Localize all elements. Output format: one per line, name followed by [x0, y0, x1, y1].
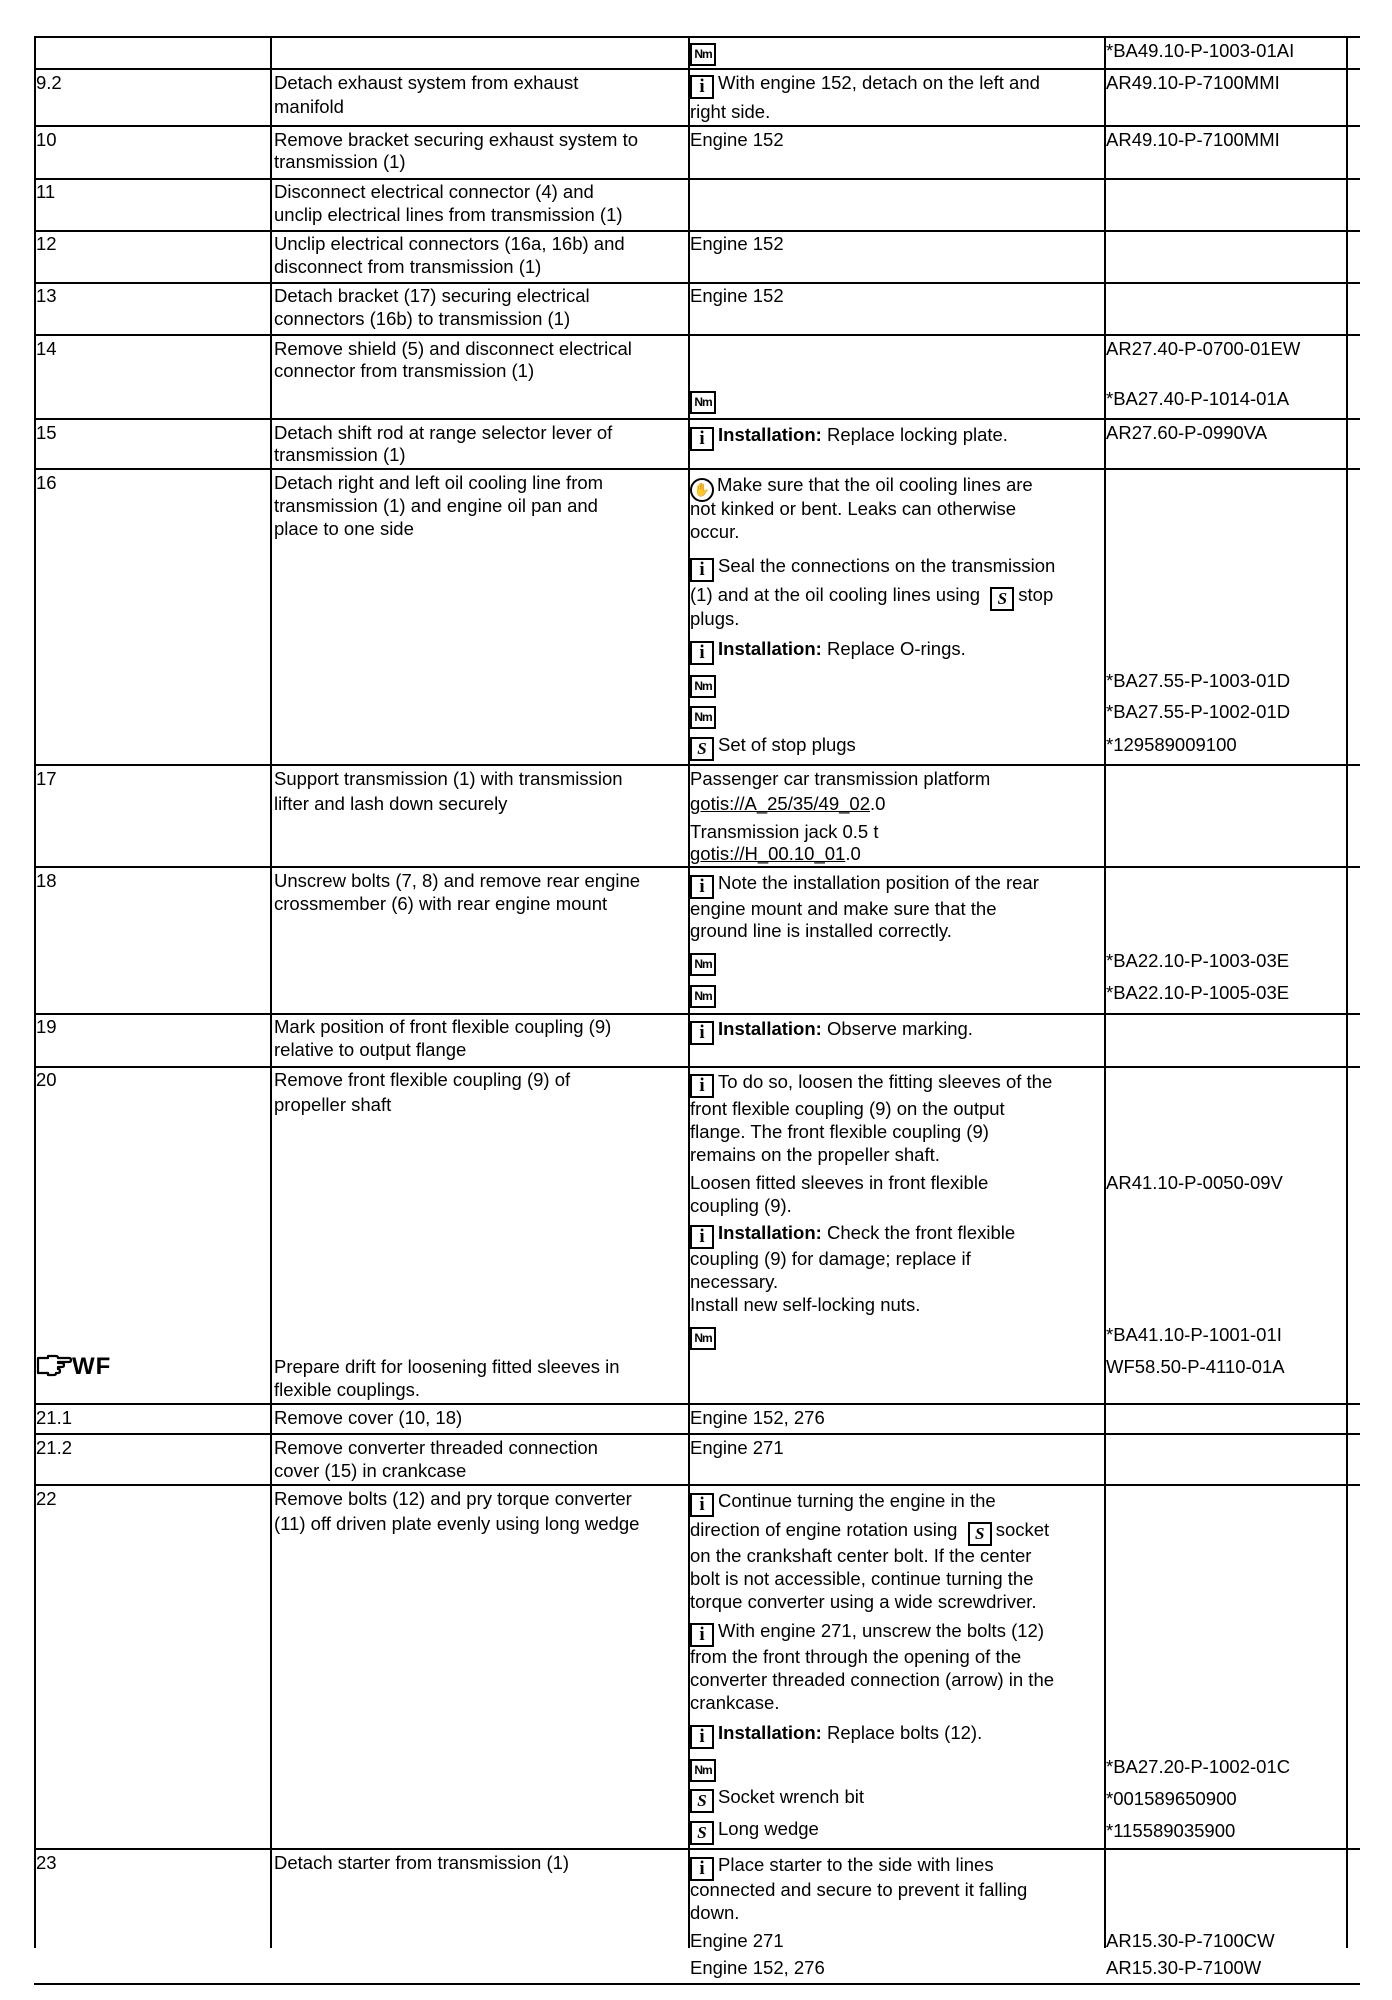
- step-action: Unscrew bolts (7, 8) and remove rear engine: [274, 870, 641, 891]
- op-note: torque converter using a wide screwdriver.: [690, 1591, 1037, 1612]
- row-border: [34, 764, 1360, 766]
- op-tool: S Socket wrench bit: [690, 1786, 864, 1813]
- special-tool-icon: S: [968, 1522, 992, 1546]
- info-icon: i: [690, 1225, 714, 1249]
- op-text: Passenger car transmission platform: [690, 768, 991, 789]
- col-border: [34, 36, 36, 1948]
- step-number: 20: [36, 1069, 57, 1090]
- op-note: front flexible coupling (9) on the output: [690, 1098, 1005, 1119]
- op-note: connected and secure to prevent it falling: [690, 1879, 1028, 1900]
- step-number: 14: [36, 338, 57, 359]
- col-border: [1346, 36, 1348, 1948]
- step-number: 21.2: [36, 1437, 73, 1458]
- reference[interactable]: AR15.30-P-7100W: [1106, 1957, 1262, 1978]
- op-text: Engine 152, 276: [690, 1957, 825, 1978]
- torque-wrench-icon: Nm: [690, 391, 716, 414]
- op-note: direction of engine rotation using S socket: [690, 1519, 1049, 1546]
- op-note: i Seal the connections on the transmission: [690, 555, 1055, 582]
- row-border: [34, 68, 1360, 70]
- op-text: Engine 271: [690, 1930, 784, 1951]
- reference[interactable]: *BA27.20-P-1002-01C: [1106, 1756, 1291, 1777]
- step-action: Remove front flexible coupling (9) of: [274, 1069, 571, 1090]
- step-action: Remove bolts (12) and pry torque converter: [274, 1488, 632, 1509]
- step-action: manifold: [274, 96, 344, 117]
- op-note: i With engine 271, unscrew the bolts (12): [690, 1620, 1044, 1647]
- op-torque: [690, 386, 720, 414]
- step-action: Mark position of front flexible coupling (9): [274, 1016, 612, 1037]
- torque-wrench-icon: Nm: [690, 43, 716, 66]
- op-text: Engine 152: [690, 285, 784, 306]
- step-number: 9.2: [36, 72, 62, 93]
- op-note: plugs.: [690, 608, 740, 629]
- op-text: Engine 271: [690, 1437, 784, 1458]
- reference[interactable]: AR27.60-P-0990VA: [1106, 422, 1268, 443]
- op-note: (1) and at the oil cooling lines using S stop: [690, 584, 1053, 611]
- torque-wrench-icon: Nm: [690, 706, 716, 729]
- step-number: 21.1: [36, 1407, 73, 1428]
- step-action: lifter and lash down securely: [274, 793, 508, 814]
- row-border: [34, 468, 1360, 470]
- step-action: Remove shield (5) and disconnect electrical: [274, 338, 632, 359]
- op-note: converter threaded connection (arrow) in the: [690, 1669, 1055, 1690]
- step-action: Detach right and left oil cooling line from: [274, 472, 604, 493]
- info-icon: i: [690, 1725, 714, 1749]
- torque-wrench-icon: Nm: [690, 1327, 716, 1350]
- info-icon: i: [690, 641, 714, 665]
- op-torque: [690, 1322, 720, 1350]
- step-number: 22: [36, 1488, 57, 1509]
- reference[interactable]: *BA49.10-P-1003-01AI: [1106, 40, 1295, 61]
- op-note: i Installation: Replace locking plate.: [690, 424, 1008, 451]
- op-note: bolt is not accessible, continue turning the: [690, 1568, 1034, 1589]
- op-note: Install new self-locking nuts.: [690, 1294, 921, 1315]
- reference[interactable]: *129589009100: [1106, 734, 1237, 755]
- step-action: connectors (16b) to transmission (1): [274, 308, 571, 329]
- gotis-link[interactable]: gotis://H_00.10_01.0: [690, 843, 861, 864]
- special-tool-icon: S: [990, 587, 1014, 611]
- op-note: ground line is installed correctly.: [690, 920, 952, 941]
- op-note: right side.: [690, 101, 771, 122]
- op-text: coupling (9).: [690, 1195, 792, 1216]
- info-icon: i: [690, 875, 714, 899]
- reference[interactable]: *001589650900: [1106, 1788, 1237, 1809]
- reference[interactable]: AR49.10-P-7100MMI: [1106, 72, 1280, 93]
- op-torque: [690, 670, 720, 698]
- gotis-link[interactable]: gotis://A_25/35/49_02.0: [690, 793, 886, 814]
- torque-wrench-icon: Nm: [690, 1759, 716, 1782]
- op-torque: [690, 1754, 720, 1782]
- op-note: i Installation: Observe marking.: [690, 1018, 973, 1045]
- caution-icon: ✋: [690, 478, 714, 502]
- row-border: [34, 1433, 1360, 1435]
- reference[interactable]: *BA22.10-P-1005-03E: [1106, 982, 1290, 1003]
- row-border: [34, 418, 1360, 420]
- op-note: i Place starter to the side with lines: [690, 1854, 994, 1881]
- reference[interactable]: *BA27.55-P-1003-01D: [1106, 670, 1291, 691]
- step-action: (11) off driven plate evenly using long wedge: [274, 1513, 640, 1534]
- step-number: 13: [36, 285, 57, 306]
- op-note: i Installation: Check the front flexible: [690, 1222, 1015, 1249]
- step-action: Prepare drift for loosening fitted sleeves in: [274, 1356, 620, 1377]
- step-action: Detach exhaust system from exhaust: [274, 72, 579, 93]
- step-action: Unclip electrical connectors (16a, 16b) and: [274, 233, 625, 254]
- op-warning: occur.: [690, 521, 740, 542]
- reference[interactable]: AR15.30-P-7100CW: [1106, 1930, 1275, 1951]
- reference[interactable]: *BA22.10-P-1003-03E: [1106, 950, 1290, 971]
- row-border: [34, 1013, 1360, 1015]
- step-action: Detach bracket (17) securing electrical: [274, 285, 590, 306]
- op-text: Transmission jack 0.5 t: [690, 821, 879, 842]
- op-note: i Installation: Replace bolts (12).: [690, 1722, 982, 1749]
- step-action: unclip electrical lines from transmission (1): [274, 204, 623, 225]
- step-action: Support transmission (1) with transmission: [274, 768, 623, 789]
- op-tool: S Set of stop plugs: [690, 734, 856, 761]
- step-action: transmission (1): [274, 444, 406, 465]
- row-border: [34, 334, 1360, 336]
- step-number: 17: [36, 768, 57, 789]
- reference[interactable]: WF58.50-P-4110-01A: [1106, 1356, 1285, 1377]
- row-border: [34, 1403, 1360, 1405]
- torque-wrench-icon: Nm: [690, 953, 716, 976]
- info-icon: i: [690, 1623, 714, 1647]
- special-tool-icon: S: [690, 737, 714, 761]
- step-action: propeller shaft: [274, 1094, 392, 1115]
- step-number: 19: [36, 1016, 57, 1037]
- op-note: flange. The front flexible coupling (9): [690, 1121, 989, 1142]
- op-note: down.: [690, 1902, 740, 1923]
- op-note: i Note the installation position of the rear: [690, 872, 1039, 899]
- pointing-hand-icon: [36, 1353, 72, 1379]
- step-number: 23: [36, 1852, 57, 1873]
- reference[interactable]: AR49.10-P-7100MMI: [1106, 129, 1280, 150]
- row-border: [34, 1484, 1360, 1486]
- op-note: necessary.: [690, 1271, 779, 1292]
- reference[interactable]: *BA27.40-P-1014-01A: [1106, 388, 1290, 409]
- info-icon: i: [690, 1021, 714, 1045]
- op-note: crankcase.: [690, 1692, 780, 1713]
- step-action: transmission (1): [274, 151, 406, 172]
- step-number: 16: [36, 472, 57, 493]
- op-note: on the crankshaft center bolt. If the center: [690, 1545, 1032, 1566]
- torque-wrench-icon: Nm: [690, 985, 716, 1008]
- torque-wrench-icon: Nm: [690, 675, 716, 698]
- step-action: Detach shift rod at range selector lever of: [274, 422, 613, 443]
- row-border: [34, 230, 1360, 232]
- reference[interactable]: AR27.40-P-0700-01EW: [1106, 338, 1301, 359]
- row-border: [34, 178, 1360, 180]
- step-action: cover (15) in crankcase: [274, 1460, 467, 1481]
- step-action: crossmember (6) with rear engine mount: [274, 893, 608, 914]
- op-torque: [690, 701, 720, 729]
- reference[interactable]: AR41.10-P-0050-09V: [1106, 1172, 1283, 1193]
- op-note: engine mount and make sure that the: [690, 898, 997, 919]
- op-note: i Continue turning the engine in the: [690, 1490, 996, 1517]
- op-warning: not kinked or bent. Leaks can otherwise: [690, 498, 1016, 519]
- info-icon: i: [690, 558, 714, 582]
- reference[interactable]: *BA27.55-P-1002-01D: [1106, 701, 1291, 722]
- row-border: [34, 125, 1360, 127]
- step-action: place to one side: [274, 518, 414, 539]
- step-number: 11: [36, 181, 56, 202]
- op-torque: [690, 948, 720, 976]
- row-border: [34, 1066, 1360, 1068]
- info-icon: i: [690, 75, 714, 99]
- row-border: [34, 866, 1360, 868]
- workshop-note: WF: [36, 1353, 111, 1379]
- info-icon: i: [690, 427, 714, 451]
- step-action: relative to output flange: [274, 1039, 467, 1060]
- reference[interactable]: *115589035900: [1106, 1820, 1236, 1841]
- step-action: Detach starter from transmission (1): [274, 1852, 570, 1873]
- op-note: remains on the propeller shaft.: [690, 1144, 940, 1165]
- op-note: from the front through the opening of the: [690, 1646, 1022, 1667]
- special-tool-icon: S: [690, 1821, 714, 1845]
- step-number: 18: [36, 870, 57, 891]
- step-action: disconnect from transmission (1): [274, 256, 542, 277]
- step-action: Remove converter threaded connection: [274, 1437, 598, 1458]
- op-tool: S Long wedge: [690, 1818, 819, 1845]
- op-text: Engine 152, 276: [690, 1407, 825, 1428]
- row-border: [34, 1983, 1360, 1985]
- step-action: transmission (1) and engine oil pan and: [274, 495, 598, 516]
- op-torque: [690, 38, 720, 66]
- step-number: 10: [36, 129, 57, 150]
- row-border: [34, 1848, 1360, 1850]
- step-action: Remove cover (10, 18): [274, 1407, 463, 1428]
- info-icon: i: [690, 1857, 714, 1881]
- step-number: 15: [36, 422, 57, 443]
- op-note: i Installation: Replace O-rings.: [690, 638, 966, 665]
- special-tool-icon: S: [690, 1789, 714, 1813]
- info-icon: i: [690, 1493, 714, 1517]
- op-note: coupling (9) for damage; replace if: [690, 1248, 971, 1269]
- reference[interactable]: *BA41.10-P-1001-01I: [1106, 1324, 1282, 1345]
- op-text: Engine 152: [690, 129, 784, 150]
- info-icon: i: [690, 1074, 714, 1098]
- op-text: Engine 152: [690, 233, 784, 254]
- op-warning: ✋ Make sure that the oil cooling lines are: [690, 474, 1033, 502]
- step-action: Disconnect electrical connector (4) and: [274, 181, 594, 202]
- op-note: i With engine 152, detach on the left and: [690, 72, 1040, 99]
- col-border: [270, 36, 272, 1948]
- row-border: [34, 282, 1360, 284]
- step-number: 12: [36, 233, 57, 254]
- op-torque: [690, 980, 720, 1008]
- step-action: flexible couplings.: [274, 1379, 421, 1400]
- op-text: Loosen fitted sleeves in front flexible: [690, 1172, 989, 1193]
- step-action: Remove bracket securing exhaust system to: [274, 129, 638, 150]
- step-action: connector from transmission (1): [274, 360, 535, 381]
- op-note: i To do so, loosen the fitting sleeves of the: [690, 1071, 1052, 1098]
